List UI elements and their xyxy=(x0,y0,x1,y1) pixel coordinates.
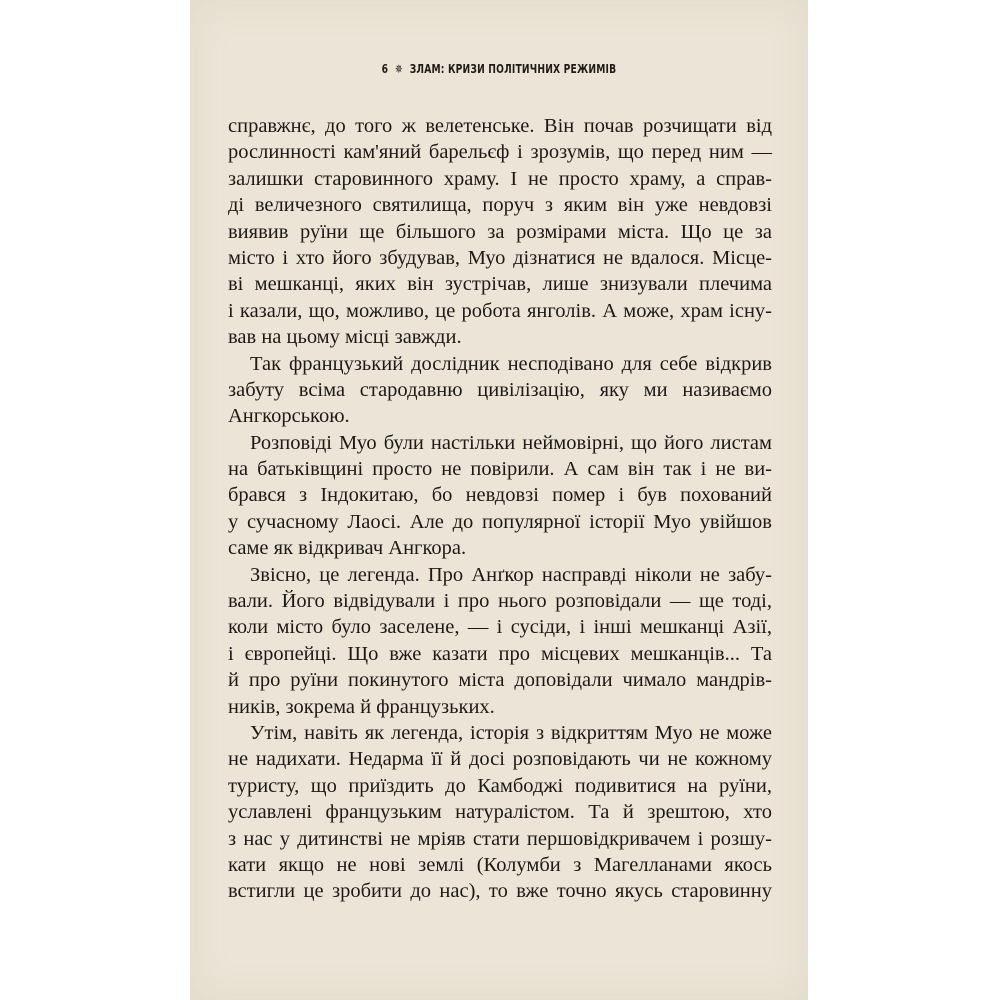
book-page xyxy=(190,0,808,1000)
text-line: і європейці. Що вже казати про місцевих мешканців... Та xyxy=(228,642,772,665)
chapter-title: ЗЛАМ: КРИЗИ ПОЛІТИЧНИХ РЕЖИМІВ xyxy=(409,62,617,76)
page-number: 6 xyxy=(381,62,389,76)
text-line: Ангкорською. xyxy=(228,405,350,428)
text-line: Звісно, це легенда. Про Анґкор насправді ніколи не забу- xyxy=(250,563,772,586)
text-line: Утім, навіть як легенда, історія з відкриттям Муо не може xyxy=(250,721,772,744)
text-line: ників, зокрема й французьких. xyxy=(228,695,495,718)
text-line: рослинності кам'яний барельєф і зрозумів, що перед ним — xyxy=(228,141,772,164)
text-line: забуту всіма стародавню цивілізацію, яку ми називаємо xyxy=(228,378,772,401)
text-line: уславлені французьким натуралістом. Та й зрештою, хто xyxy=(228,801,772,824)
text-line: брався з Індокитаю, бо невдовзі помер і був похований xyxy=(228,484,772,507)
text-line: справжнє, до того ж велетенське. Він почав розчищати від xyxy=(228,115,772,137)
text-line: на батьківщині просто не повірили. А сам він так і не ви- xyxy=(228,458,772,481)
text-line: вали. Його відвідували і про нього розповідали — ще тоді, xyxy=(228,590,772,613)
text-line: встигли це зробити до нас), то вже точно якусь старовинну xyxy=(228,880,772,903)
snowflake-star-icon: ✵ xyxy=(395,62,403,76)
text-line: і казали, що, можливо, це робота янголів. А може, храм існу- xyxy=(228,299,772,322)
text-line: з нас у дитинстві не мріяв стати першовідкривачем і розшу- xyxy=(228,827,772,850)
text-line: Розповіді Муо були настільки неймовірні, що його листам xyxy=(250,431,772,454)
text-line: вав на цьому місці завжди. xyxy=(228,326,462,349)
text-line: кати якщо не нові землі (Колумби з Магелланами якось xyxy=(228,853,772,876)
text-line: й про руїни покинутого міста доповідали чимало мандрів- xyxy=(228,669,772,692)
text-line: Так французький дослідник несподівано для себе відкрив xyxy=(250,352,772,375)
text-line: місто і хто його збудував, Муо дізнатися не вдалося. Місце- xyxy=(228,246,772,269)
text-line: ді величезного святилища, поруч з яким він уже невдовзі xyxy=(228,194,772,217)
text-line: саме як відкривач Ангкора. xyxy=(228,537,467,560)
text-line: туристу, що приїздить до Камбоджі подивитися на руїни, xyxy=(228,774,772,797)
text-line: виявив руїни ще більшого за розмірами міста. Що це за xyxy=(228,220,772,243)
text-line: ві мешканці, яких він зустрічав, лише знизували плечима xyxy=(228,273,772,296)
text-line: у сучасному Лаосі. Але до популярної історії Муо увійшов xyxy=(228,510,772,533)
text-line: залишки старовинного храму. І не просто храму, а справ- xyxy=(228,167,772,190)
running-header xyxy=(236,62,761,76)
body-text xyxy=(228,113,772,905)
text-line: коли місто було заселене, — і сусіди, і інші мешканці Азії, xyxy=(228,616,772,639)
text-line: не надихати. Недарма її й досі розповідають чи не кожному xyxy=(228,748,772,771)
